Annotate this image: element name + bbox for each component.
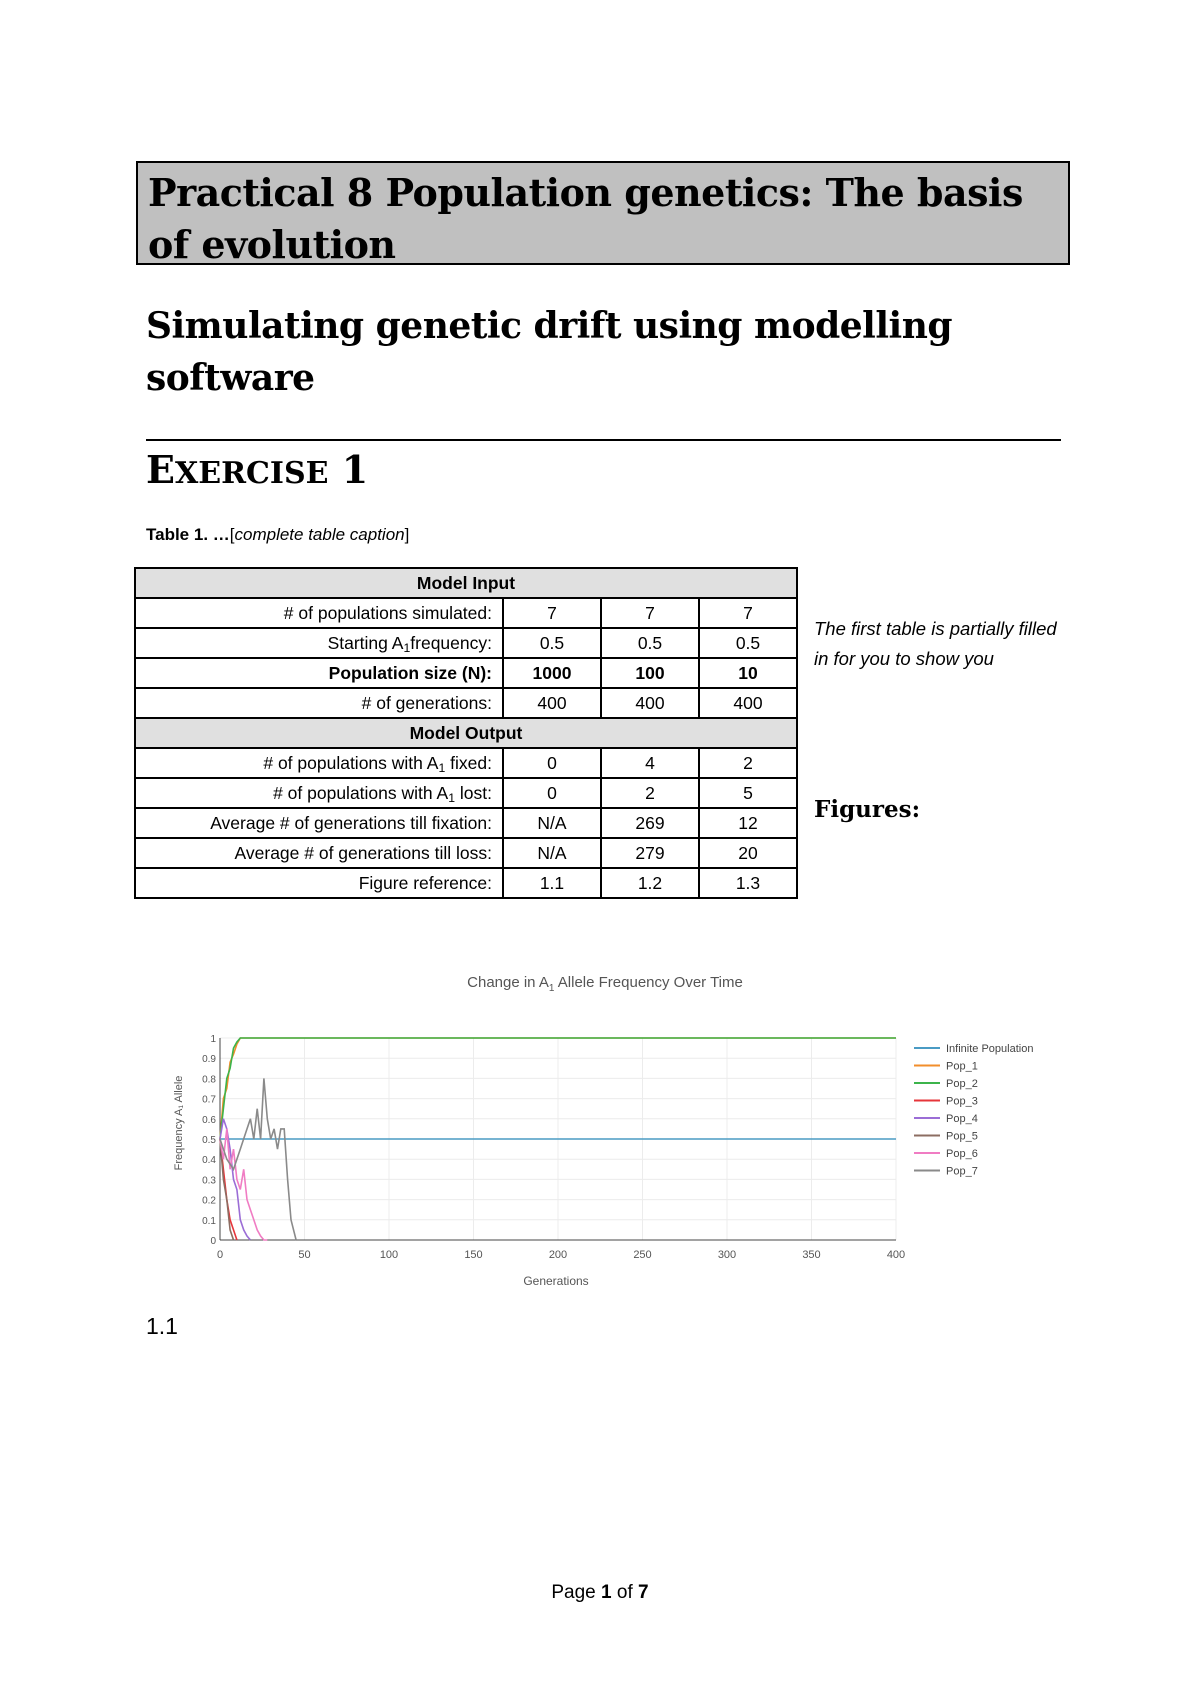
exercise-initial: E [146,447,175,492]
table-cell: 0 [503,748,601,778]
row-label-post: frequency: [410,632,492,653]
table-caption [146,525,409,545]
figure-reference: 1.1 [146,1313,178,1339]
table-cell: 400 [699,688,797,718]
row-label: Population size (N): [135,658,503,688]
table-cell: N/A [503,808,601,838]
exercise-rest: XERCISE [174,456,329,491]
chart-axes [202,1034,905,1261]
table-cell: 2 [699,748,797,778]
table-cell: 20 [699,838,797,868]
table-row [135,688,797,718]
heading-rule [146,439,1061,441]
y-tick-label: 0.6 [202,1114,216,1126]
row-label: # of generations: [135,688,503,718]
table-cell: N/A [503,838,601,868]
legend-label: Pop_2 [946,1078,978,1090]
table-cell: 7 [699,598,797,628]
model-input-header: Model Input [135,568,797,598]
y-tick-label: 0.5 [202,1135,216,1146]
caption-label: Table 1. … [146,525,230,544]
row-label [135,778,503,808]
footer-page-number: 1 [601,1582,612,1603]
legend-label: Infinite Population [946,1043,1034,1055]
chart-svg [160,960,1060,1300]
y-tick-label: 0.7 [202,1094,216,1106]
table-cell: 7 [601,598,699,628]
caption-close-bracket: ] [404,525,410,544]
row-label-pre: # of populations with A [263,752,439,773]
table-cell: 2 [601,778,699,808]
row-label: Average # of generations till loss: [135,838,503,868]
legend-label: Pop_3 [946,1095,978,1108]
y-tick-label: 0.8 [202,1074,216,1086]
table-row [135,838,797,868]
y-tick-label: 1 [210,1034,216,1045]
table-cell: 7 [503,598,601,628]
x-tick-label: 50 [298,1249,311,1261]
table-cell: 400 [503,688,601,718]
caption-placeholder: complete table caption [234,525,405,544]
x-tick-label: 250 [633,1249,652,1261]
caption-open-bracket: [ [229,525,235,544]
table-row [135,658,797,688]
legend-label: Pop_1 [946,1060,978,1073]
table-cell: 1.2 [601,868,699,898]
footer-of-label: of [616,1582,633,1603]
x-tick-label: 300 [717,1249,737,1261]
side-note: The first table is partially filled in for you to show you [814,618,1057,669]
table-cell: 0.5 [699,628,797,658]
y-tick-label: 0.2 [202,1195,216,1207]
allele-frequency-chart [160,960,1060,1300]
legend-label: Pop_7 [946,1165,978,1178]
row-label-pre: # of populations with A [273,782,449,803]
table-cell: 1000 [503,658,601,688]
y-tick-label: 0.1 [202,1215,216,1227]
row-label: Figure reference: [135,868,503,898]
title-box [136,161,1070,265]
table-cell: 0 [503,778,601,808]
x-tick-label: 100 [379,1249,399,1261]
table-row [135,868,797,898]
row-label-sub: 1 [403,640,411,655]
table-cell: 100 [601,658,699,688]
legend-label: Pop_5 [946,1130,978,1143]
y-tick-label: 0.3 [202,1175,216,1187]
row-label [135,748,503,778]
row-label-post: lost: [455,782,492,803]
x-tick-label: 200 [548,1249,568,1261]
table-row [135,808,797,838]
exercise-number: 1 [341,447,369,492]
row-label [135,628,503,658]
footer-page-label: Page [551,1582,596,1603]
row-label-sub: 1 [448,790,456,805]
row-label-post: fixed: [445,752,492,773]
footer-page-total: 7 [638,1582,649,1603]
page-title: Practical 8 Population genetics: The basis of evolution [148,170,1023,267]
x-tick-label: 150 [464,1249,483,1261]
x-axis-label: Generations [523,1274,589,1288]
row-label: Average # of generations till fixation: [135,808,503,838]
table-cell: 0.5 [503,628,601,658]
model-output-header: Model Output [135,718,797,748]
legend-label: Pop_4 [946,1113,978,1125]
page-subtitle: Simulating genetic drift using modelling software [146,305,953,399]
legend-label: Pop_6 [946,1148,978,1160]
table-cell: 12 [699,808,797,838]
table-cell: 4 [601,748,699,778]
exercise-heading [146,448,368,496]
row-label-sub: 1 [438,760,446,775]
series-line-pop-6 [220,1129,267,1240]
y-tick-label: 0.4 [202,1155,216,1167]
figures-label: Figures: [814,796,921,823]
table-cell: 10 [699,658,797,688]
table-cell: 1.3 [699,868,797,898]
table-cell: 5 [699,778,797,808]
x-tick-label: 0 [216,1249,224,1261]
model-table [134,567,798,899]
y-axis-label: Frequency A₁ Allele [173,1075,185,1171]
table-row [135,628,797,658]
row-label: # of populations simulated: [135,598,503,628]
chart-legend [914,1043,1033,1178]
table-cell: 279 [601,838,699,868]
y-tick-label: 0.9 [202,1054,216,1066]
table-cell: 0.5 [601,628,699,658]
table-cell: 269 [601,808,699,838]
x-tick-label: 400 [886,1249,906,1261]
x-tick-label: 350 [802,1249,821,1261]
table-row [135,748,797,778]
y-tick-label: 0 [210,1236,216,1247]
table-row [135,598,797,628]
table-cell: 1.1 [503,868,601,898]
row-label-pre: Starting A [327,632,404,653]
table-cell: 400 [601,688,699,718]
page-footer [0,1582,1200,1604]
chart-title: Change in $A_1$ Allele Frequency Over Time [467,974,743,994]
table-row [135,778,797,808]
